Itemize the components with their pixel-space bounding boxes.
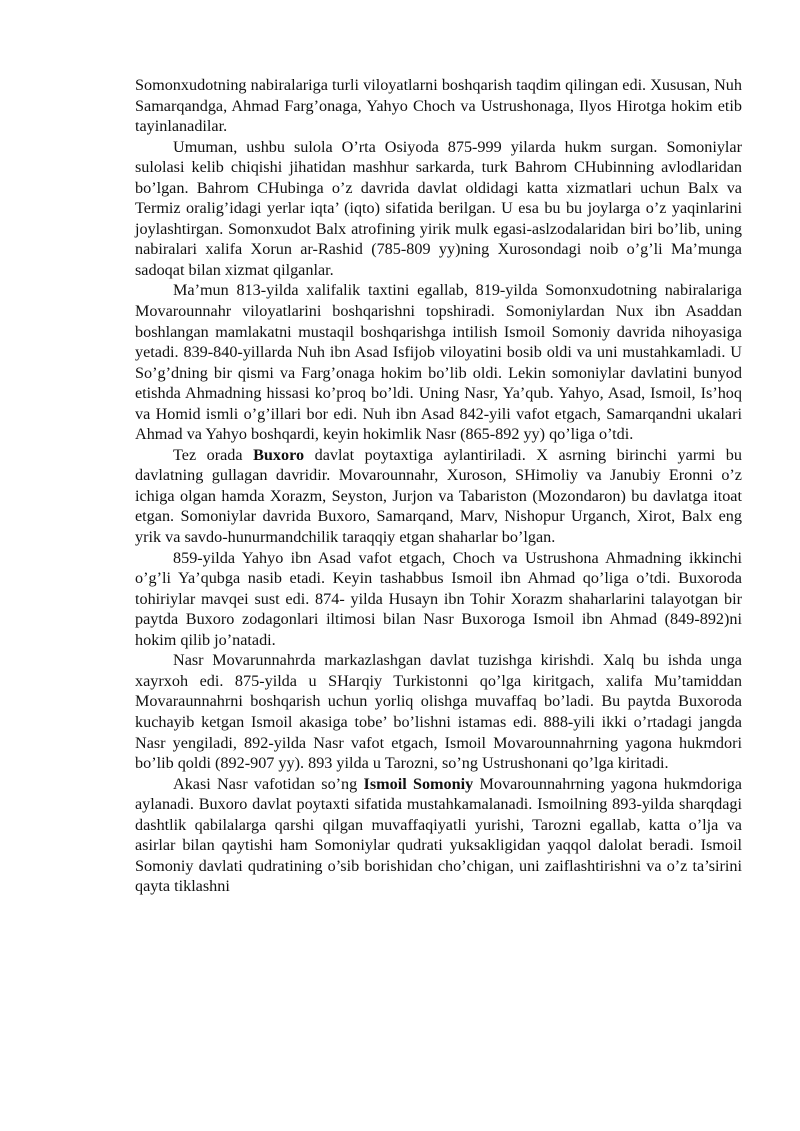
paragraph-7-lead: Akasi Nasr vafotidan so’ng: [173, 774, 364, 793]
paragraph-7-rest: Movarounnahrning yagona hukmdoriga aylanadi. Buxoro davlat poytaxti sifatida mustahkamalanadi. Ismoilning 893-yilda sharqdagi dashtlik qabilalarga qarshi qilgan muvaffaqiyatli yurishi, Tarozni egallab, katta o’lja va asirlar bilan qaytishi ham Somoniylar qudrati yuksakligidan yaqqol dalolat beradi. Ismoil Somoniy davlati qudratining o’sib borishidan cho’chigan, uni zaiflashtirishni va o’z ta’sirini qayta tiklashni: [135, 774, 742, 896]
paragraph-5: 859-yilda Yahyo ibn Asad vafot etgach, Choch va Ustrushona Ahmadning ikkinchi o’g’li Ya’qubga nasib etadi. Keyin tashabbus Ismoil ibn Ahmad qo’liga o’tdi. Buxoroda tohiriylar mavqei sust edi. 874- yilda Husayn ibn Tohir Xorazm shaharlarini talayotgan bir paytda Buxoro zodagonlari iltimosi bilan Nasr Buxoroga Ismoil ibn Ahmad (849-892)ni hokim qilib jo’natadi.: [135, 548, 742, 649]
paragraph-4-lead: Tez orada: [173, 445, 254, 464]
document-page: [135, 75, 742, 897]
paragraph-3: Ma’mun 813-yilda xalifalik taxtini egallab, 819-yilda Somonxudotning nabiralariga Movarounnahr viloyatlarini boshqarishni topshiradi. Somoniylardan Nux ibn Asaddan boshlangan mamlakatni mustaqil boshqarishga intilish Ismoil Somoniy davrida nihoyasiga yetadi. 839-840-yillarda Nuh ibn Asad Isfijob viloyatini bosib oldi va uni mustahkamladi. U So’g’dning bir qismi va Farg’onaga hokim bo’lib oldi. Lekin somoniylar davlatini bunyod etishda Ahmadning hissasi ko’proq bo’ldi. Uning Nasr, Ya’qub. Yahyo, Asad, Ismoil, Is’hoq va Homid ismli o’g’illari bor edi. Nuh ibn Asad 842-yili vafot etgach, Samarqandni ukalari Ahmad va Yahyo boshqardi, keyin hokimlik Nasr (865-892 yy) qo’liga o’tdi.: [135, 281, 742, 444]
bold-term-buxoro: Buxoro: [253, 445, 305, 464]
bold-term-ismoil-somoniy: Ismoil Somoniy: [363, 774, 474, 793]
paragraph-2: Umuman, ushbu sulola O’rta Osiyoda 875-999 yilarda hukm surgan. Somoniylar sulolasi kelib chiqishi jihatidan mashhur sarkarda, turk Bahrom CHubinning avlodlaridan bo’lgan. Bahrom CHubinga o’z davrida davlat oldidagi katta xizmatlari uchun Balx va Termiz oralig’idagi yerlar iqta’ (iqto) sifatida berilgan. U esa bu bu joylarga o’z yaqinlarini joylashtirgan. Somonxudot Balx atrofining yirik mulk egasi-aslzodalaridan biri bo’lib, uning nabiralari xalifa Xorun ar-Rashid (785-809 yy)ning Xurosondagi noib o’g’li Ma’munga sadoqat bilan xizmat qilganlar.: [135, 137, 742, 279]
paragraph-7: [135, 774, 742, 897]
paragraph-4-rest: davlat poytaxtiga aylantiriladi. X asrning birinchi yarmi bu davlatning gullagan davridir. Movarounnahr, Xuroson, SHimoliy va Janubiy Eronni o’z ichiga olgan hamda Xorazm, Seyston, Jurjon va Tabariston (Mozondaron) bu davlatga itoat etgan. Somoniylar davrida Buxoro, Samarqand, Marv, Nishopur Urganch, Xirot, Balx eng yrik va savdo-hunurmandchilik taraqqiy etgan shaharlar bo’lgan.: [135, 445, 742, 547]
paragraph-1: Somonxudotning nabiralariga turli viloyatlarni boshqarish taqdim qilingan edi. Xususan, Nuh Samarqandga, Ahmad Farg’onaga, Yahyo Choch va Ustrushonaga, Ilyos Hirotga hokim etib tayinlanadilar.: [135, 76, 742, 136]
paragraph-4: [135, 445, 742, 548]
paragraph-6: Nasr Movarunnahrda markazlashgan davlat tuzishga kirishdi. Xalq bu ishda unga xayrxoh edi. 875-yilda u SHarqiy Turkistonni qo’lga kiritgach, xalifa Mu’tamiddan Movaraunnahrni boshqarish uchun yorliq olishga muvaffaq bo’ladi. Bu paytda Buxoroda kuchayib ketgan Ismoil akasiga tobe’ bo’lishni istamas edi. 888-yili ikki o’rtadagi jangda Nasr yengiladi, 892-yilda Nasr vafot etgach, Ismoil Movarounnahrning yagona hukmdori bo’lib qoldi (892-907 yy). 893 yilda u Tarozni, so’ng Ustrushonani qo’lga kiritadi.: [135, 651, 742, 773]
